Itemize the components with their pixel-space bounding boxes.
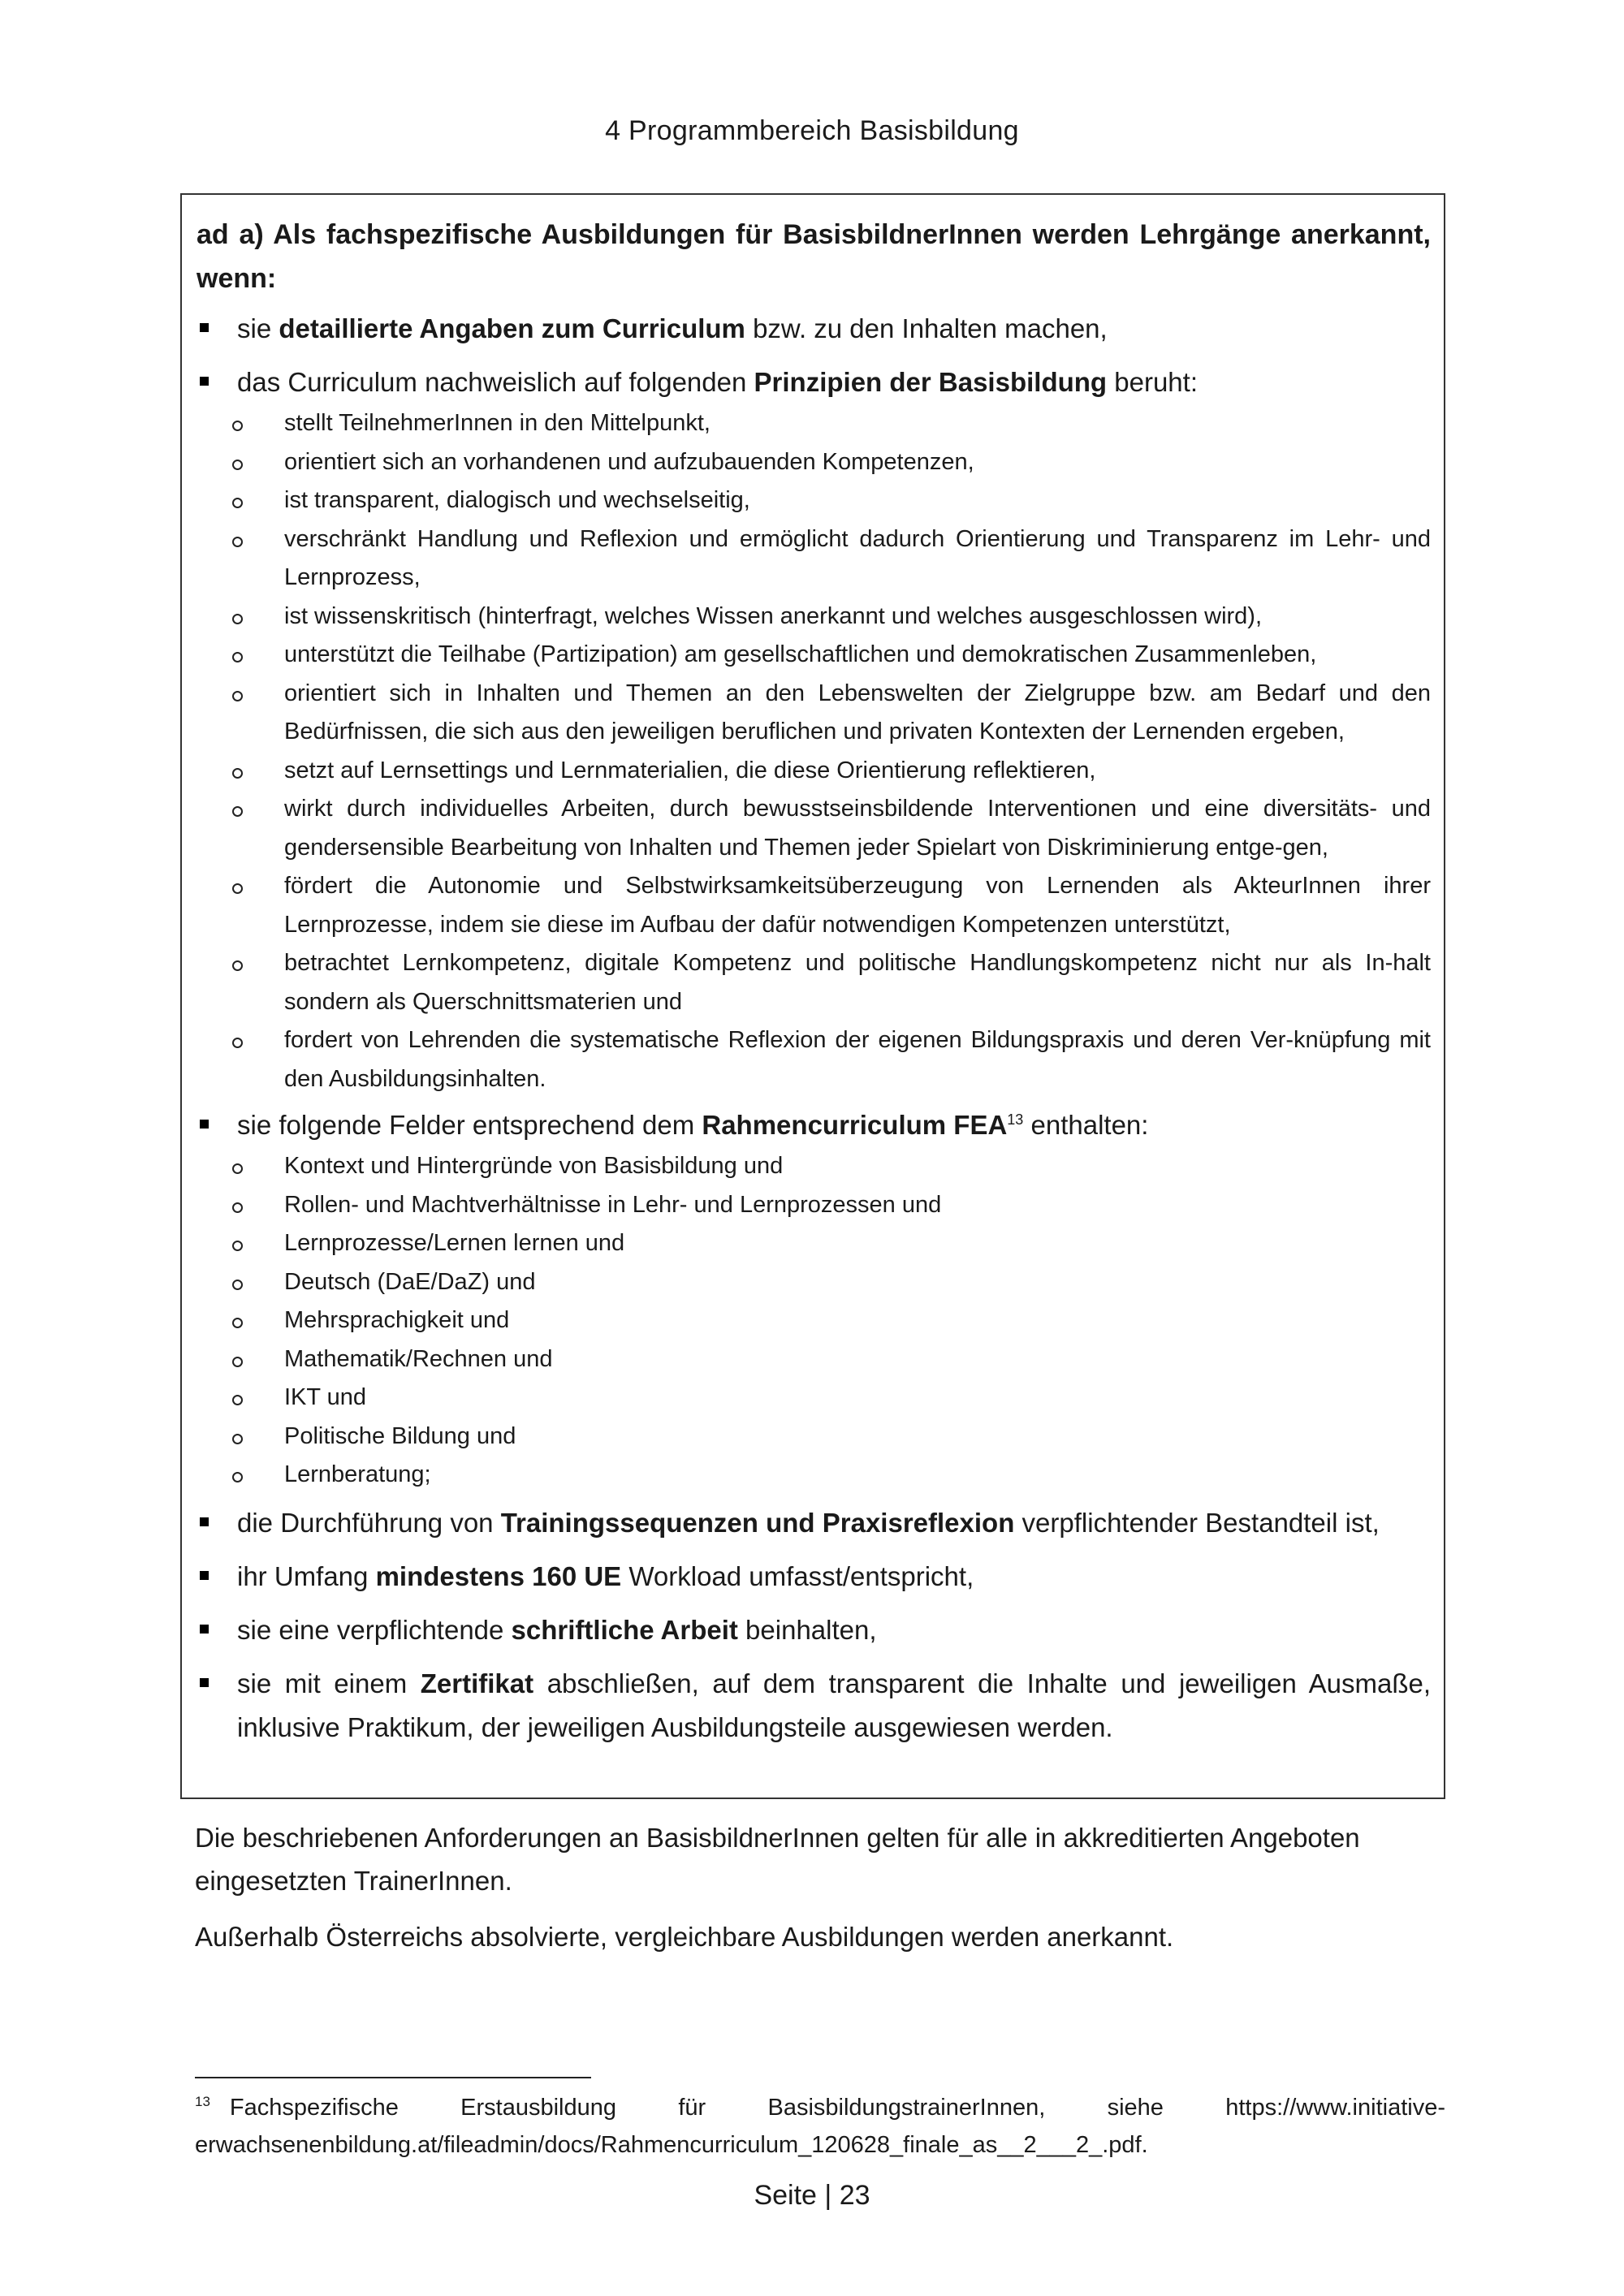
footnote-ref: 13 [1007, 1111, 1024, 1128]
circle-bullet-icon [232, 652, 243, 662]
bullet-certificate: sie mit einem Zertifikat abschließen, auf dem transparent die Inhalte und jeweiligen Ausmaße, inklusive Praktikum, der jeweiligen Ausbildungsteile ausgewiesen werden. [197, 1662, 1431, 1750]
box-heading: ad a) Als fachspezifische Ausbildungen für BasisbildnerInnen werden Lehrgänge anerkannt, wenn: [197, 219, 1431, 294]
fields-list [197, 1147, 1431, 1495]
list-item: Mehrsprachigkeit und [197, 1301, 1431, 1340]
requirements-box [180, 193, 1445, 1799]
list-item: ist transparent, dialogisch und wechselseitig, [197, 481, 1431, 520]
circle-bullet-icon [232, 1434, 243, 1444]
square-bullet-icon [200, 1120, 209, 1129]
list-item: verschränkt Handlung und Reflexion und ermöglicht dadurch Orientierung und Transparenz im Lehr- und Lernprozess, [197, 520, 1431, 598]
circle-bullet-icon [232, 1395, 243, 1405]
square-bullet-icon [200, 323, 209, 332]
circle-bullet-icon [232, 1241, 243, 1251]
bullet-written-work: sie eine verpflichtende schriftliche Arbeit beinhalten, [197, 1608, 1431, 1652]
circle-bullet-icon [232, 768, 243, 779]
list-item: fördert die Autonomie und Selbstwirksamkeitsüberzeugung von Lernenden als AkteurInnen ihrer Lernprozesse, indem sie diese im Aufbau der dafür notwendigen Kompetenzen unterstützt, [197, 867, 1431, 944]
circle-bullet-icon [232, 421, 243, 431]
footnote-number: 13 [195, 2094, 210, 2110]
circle-bullet-icon [232, 1202, 243, 1213]
circle-bullet-icon [232, 614, 243, 624]
circle-bullet-icon [232, 960, 243, 971]
circle-bullet-icon [232, 806, 243, 817]
circle-bullet-icon [232, 1318, 243, 1328]
bullet-principles: das Curriculum nachweislich auf folgenden Prinzipien der Basisbildung beruht: [197, 360, 1431, 404]
list-item: stellt TeilnehmerInnen in den Mittelpunkt, [197, 404, 1431, 443]
circle-bullet-icon [232, 537, 243, 547]
paragraph-foreign-training: Außerhalb Österreichs absolvierte, vergleichbare Ausbildungen werden anerkannt. [195, 1922, 1174, 1952]
square-bullet-icon [200, 1571, 209, 1580]
list-item: fordert von Lehrenden die systematische Reflexion der eigenen Bildungspraxis und deren Ver-knüpfung mit den Ausbildungsinhalten. [197, 1021, 1431, 1098]
list-item: ist wissenskritisch (hinterfragt, welches Wissen anerkannt und welches ausgeschlossen wird), [197, 598, 1431, 637]
circle-bullet-icon [232, 498, 243, 508]
principles-list [197, 404, 1431, 1098]
circle-bullet-icon [232, 1163, 243, 1174]
list-item: Deutsch (DaE/DaZ) und [197, 1263, 1431, 1302]
bullet-curriculum: sie detaillierte Angaben zum Curriculum bzw. zu den Inhalten machen, [197, 307, 1431, 351]
list-item: Rollen- und Machtverhältnisse in Lehr- und Lernprozessen und [197, 1186, 1431, 1225]
list-item: Lernberatung; [197, 1456, 1431, 1495]
circle-bullet-icon [232, 883, 243, 894]
footnote [195, 2089, 1445, 2164]
circle-bullet-icon [232, 460, 243, 470]
bullet-rahmencurriculum: sie folgende Felder entsprechend dem Rahmencurriculum FEA$^{13}$ enthalten: [197, 1103, 1431, 1147]
circle-bullet-icon [232, 1472, 243, 1482]
circle-bullet-icon [232, 1038, 243, 1048]
square-bullet-icon [200, 377, 209, 386]
list-item: Lernprozesse/Lernen lernen und [197, 1224, 1431, 1263]
bullet-training: die Durchführung von Trainingssequenzen und Praxisreflexion verpflichtender Bestandteil ist, [197, 1501, 1431, 1545]
circle-bullet-icon [232, 1280, 243, 1290]
square-bullet-icon [200, 1625, 209, 1634]
list-item: Mathematik/Rechnen und [197, 1340, 1431, 1379]
square-bullet-icon [200, 1517, 209, 1526]
page-header: 4 Programmbereich Basisbildung [605, 115, 1019, 146]
square-bullet-icon [200, 1678, 209, 1687]
list-item: IKT und [197, 1379, 1431, 1418]
list-item: Kontext und Hintergründe von Basisbildung und [197, 1147, 1431, 1186]
bullet-workload: ihr Umfang mindestens 160 UE Workload umfasst/entspricht, [197, 1555, 1431, 1599]
circle-bullet-icon [232, 1357, 243, 1367]
page-number: Seite | 23 [754, 2180, 870, 2211]
paragraph-requirements: Die beschriebenen Anforderungen an BasisbildnerInnen gelten für alle in akkreditierten Angeboten eingesetzten TrainerInnen. [195, 1823, 1360, 1896]
list-item: Politische Bildung und [197, 1418, 1431, 1457]
list-item: unterstützt die Teilhabe (Partizipation) am gesellschaftlichen und demokratischen Zusammenleben, [197, 636, 1431, 675]
list-item: orientiert sich an vorhandenen und aufzubauenden Kompetenzen, [197, 443, 1431, 482]
footnote-text: Fachspezifische Erstausbildung für BasisbildungstrainerInnen, siehe https://www.initiative-erwachsenenbildung.at/fileadmin/docs/Rahmencurriculum_120628_finale_as__2___2_.pdf. [195, 2095, 1445, 2158]
list-item: betrachtet Lernkompetenz, digitale Kompetenz und politische Handlungskompetenz nicht nur als In-halt sondern als Querschnittsmaterien und [197, 944, 1431, 1021]
list-item: setzt auf Lernsettings und Lernmaterialien, die diese Orientierung reflektieren, [197, 752, 1431, 791]
list-item: wirkt durch individuelles Arbeiten, durch bewusstseinsbildende Interventionen und eine diversitäts- und gendersensible Bearbeitung von Inhalten und Themen jeder Spielart von Diskriminierung entge-gen, [197, 790, 1431, 867]
list-item: orientiert sich in Inhalten und Themen an den Lebenswelten der Zielgruppe bzw. am Bedarf und den Bedürfnissen, die sich aus den jeweiligen beruflichen und privaten Kontexten der Lernenden ergeben, [197, 675, 1431, 752]
footnote-divider [195, 2077, 591, 2078]
circle-bullet-icon [232, 691, 243, 701]
